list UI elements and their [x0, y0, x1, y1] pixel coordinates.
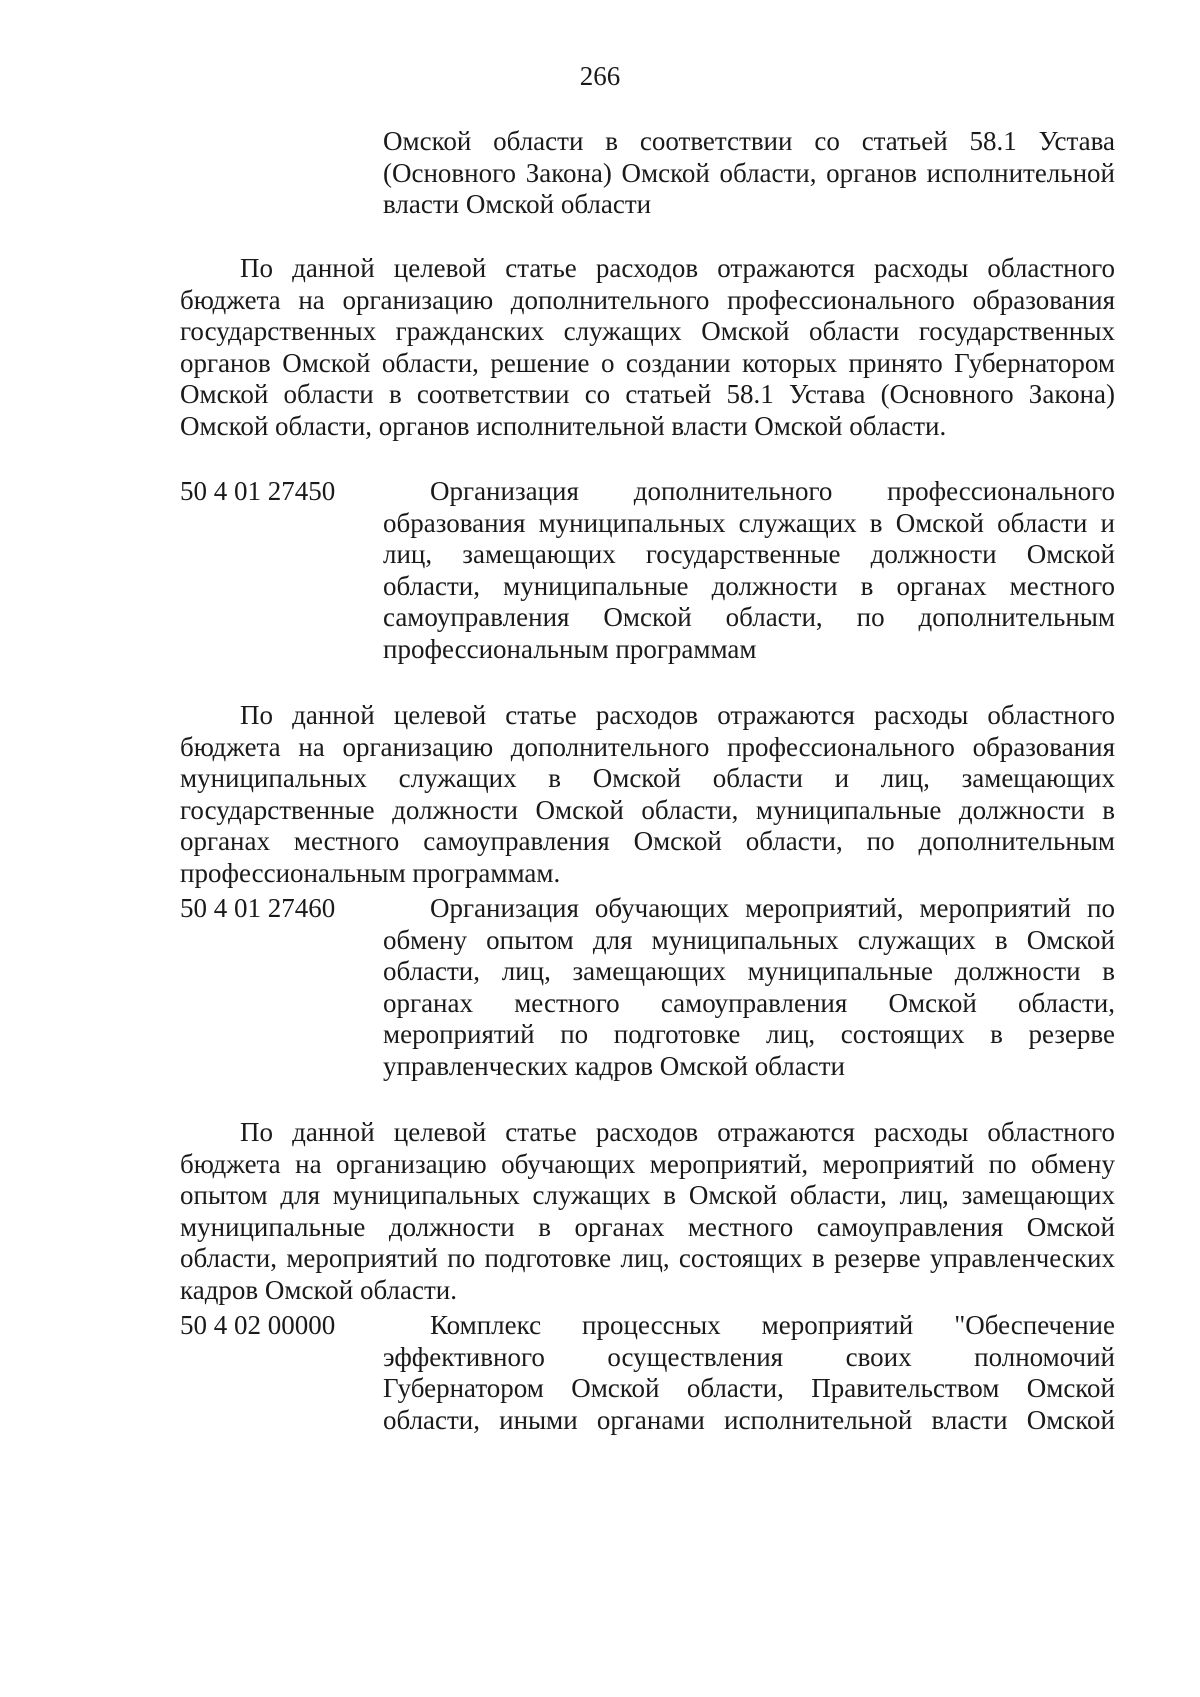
description-paragraph-3: По данной целевой статье расходов отражаются расходы областного бюджета на организацию обучающих мероприятий, мероприятий по обмену опытом для муниципальных служащих в Омской области, лиц, замещающих муниципальные должности в органах местного самоуправления Омской области, мероприятий по подготовке лиц, состоящих в резерве управленческих кадров Омской области.: [180, 1117, 1115, 1305]
entry-title: Организация обучающих мероприятий, мероприятий по обмену опытом для муниципальных служащих в Омской области, лиц, замещающих муниципальные должности в органах местного самоуправления Омской области, мероприятий по подготовке лиц, состоящих в резерве управленческих кадров Омской области: [383, 893, 1115, 1081]
entry-code: 50 4 01 27450: [180, 476, 336, 506]
entry-title: Организация дополнительного профессионального образования муниципальных служащих в Омской области и лиц, замещающих государственные должности Омской области, муниципальные должности в органах местного самоуправления Омской области, по дополнительным профессиональным программам: [383, 476, 1115, 664]
entry-code: 50 4 02 00000: [180, 1310, 336, 1340]
description-paragraph-1: По данной целевой статье расходов отражаются расходы областного бюджета на организацию дополнительного профессионального образования государственных гражданских служащих Омской области государственных органов Омской области, решение о создании которых принято Губернатором Омской области в соответствии со статьей 58.1 Устава (Основного Закона) Омской области, органов исполнительной власти Омской области.: [180, 253, 1115, 441]
description-paragraph-2: По данной целевой статье расходов отражаются расходы областного бюджета на организацию дополнительного профессионального образования муниципальных служащих в Омской области и лиц, замещающих государственные должности Омской области, муниципальные должности в органах местного самоуправления Омской области, по дополнительным профессиональным программам.: [180, 700, 1115, 888]
page-number: 266: [579, 61, 621, 91]
continuation-text: Омской области в соответствии со статьей 58.1 Устава (Основного Закона) Омской области, органов исполнительной власти Омской области: [383, 126, 1115, 219]
entry-code: 50 4 01 27460: [180, 893, 336, 923]
entry-title: Комплекс процессных мероприятий "Обеспечение эффективного осуществления своих полномочий Губернатором Омской области, Правительством Омской области, иными органами исполнительной власти Омской: [383, 1310, 1115, 1435]
